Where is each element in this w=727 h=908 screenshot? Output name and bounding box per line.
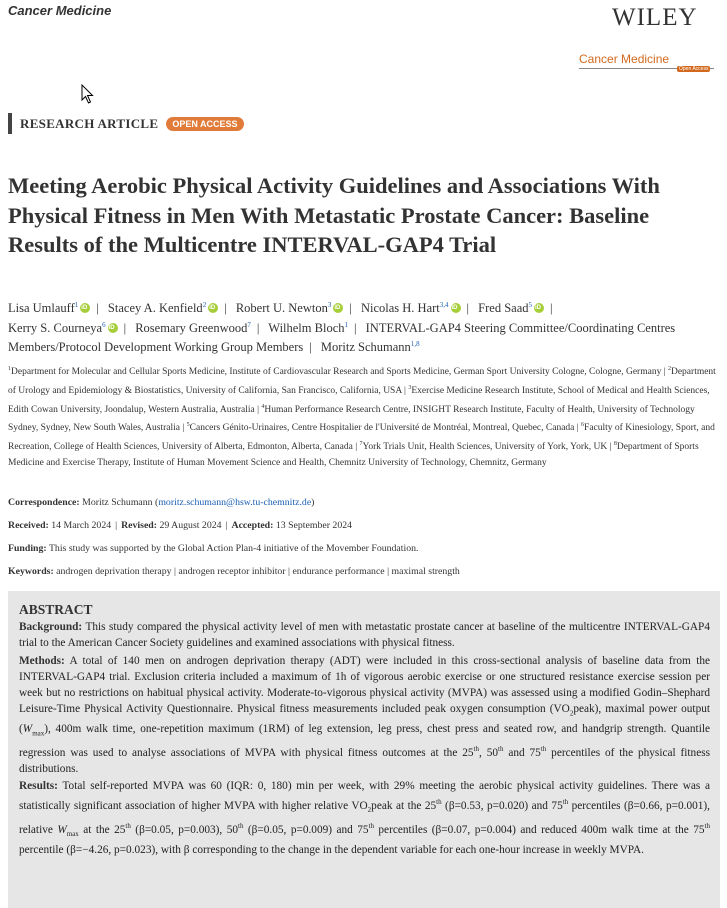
author[interactable]: Robert U. Newton$^3$iD bbox=[236, 301, 344, 315]
journal-name: Cancer Medicine bbox=[8, 3, 112, 18]
journal-logo bbox=[579, 52, 719, 72]
author[interactable]: Nicolas H. Hart$^{3,4}$iD bbox=[361, 301, 461, 315]
orcid-icon[interactable] bbox=[80, 303, 90, 313]
orcid-icon[interactable] bbox=[451, 303, 461, 313]
author-group[interactable]: INTERVAL-GAP4 Steering Committee/Coordinating Centres Members/Protocol Development Working Group Members bbox=[8, 320, 676, 355]
author[interactable]: Moritz Schumann$^{1,8}$ bbox=[320, 340, 420, 355]
author-list: Lisa Umlauff$^1$iD | Stacey A. Kenfield$^2$iD | Robert U. Newton$^3$iD | Nicolas H. Hart$^{3,4}$iD | Fred Saad$^5$iD | Kerry S. Courneya$^6$iD | Rosemary Greenwood$^7$ | Wilhelm Bloch$^1$ | INTERVAL-GAP4 Steering Committee/Coordinating Centres Members/Protocol Development Working Group Members | Moritz Schumann$^{1,8}$ bbox=[8, 297, 720, 356]
abstract-box bbox=[8, 591, 720, 908]
article-title: Meeting Aerobic Physical Activity Guidelines and Associations With Physical Fitness in Men With Metastatic Prostate Cancer: Baseline Results of the Multicentre INTERVAL-GAP4 Trial bbox=[8, 173, 660, 257]
author[interactable]: Wilhelm Bloch$^1$ bbox=[268, 320, 348, 335]
email-link[interactable]: moritz.schumann@hsw.tu-chemnitz.de bbox=[158, 497, 312, 508]
mouse-cursor-icon bbox=[81, 84, 95, 104]
keywords: Keywords: androgen deprivation therapy | androgen receptor inhibitor | endurance performance | maximal strength bbox=[8, 566, 460, 577]
article-type-label: RESEARCH ARTICLE bbox=[20, 115, 159, 131]
journal-logo-text: Cancer Medicine bbox=[579, 52, 670, 66]
author[interactable]: Rosemary Greenwood$^7$ bbox=[135, 320, 251, 335]
author[interactable]: Fred Saad$^5$iD bbox=[478, 301, 544, 315]
abstract-methods: Methods: A total of 140 men on androgen deprivation therapy (ADT) were included in this cross-sectional analysis of baseline data from the INTERVAL-GAP4 trial. Exclusion criteria included a maximum of 1h of vigorous aerobic exercise or one structured resistance exercise session per week but no restrictions on habitual physical activity. Moderate-to-vigorous physical activity (MVPA) was assessed using a modified Godin–Shephard Leisure-Time Physical Activity Questionnaire. Physical fitness measurements included peak oxygen consumption $(VO_2peak)$, maximal power output $(W_{max})$, 400m walk time, one-repetition maximum (1RM) of leg extension, leg press, chest press and seated row, and handgrip strength. Quantile regression was used to analyse associations of MVPA with physical fitness outcomes at the 25th, 50th and 75th percentiles of the physical fitness distributions. bbox=[19, 654, 711, 775]
author[interactable]: Lisa Umlauff$^1$iD bbox=[8, 301, 90, 315]
correspondence: Correspondence: Moritz Schumann (moritz.schumann@hsw.tu-chemnitz.de) bbox=[8, 497, 315, 508]
article-type-bar bbox=[8, 113, 12, 134]
orcid-icon[interactable] bbox=[108, 323, 118, 333]
affiliations: $^1$Department for Molecular and Cellular Sports Medicine, Institute of Cardiovascular Research and Sports Medicine, German Sport University Cologne, Cologne, Germany | $^2$Department of Urology and Epidemiology & Biostatistics, University of California, San Francisco, California, USA | $^3$Exercise Medicine Research Institute, School of Medical and Health Sciences, Edith Cowan University, Joondalup, Western Australia, Australia | $^4$Human Performance Research Centre, INSIGHT Research Institute, Faculty of Health, University of Technology Sydney, Sydney, New South Wales, Australia | $^5$Cancers Génito-Urinaires, Centre Hospitalier de l'Université de Montréal, Montreal, Quebec, Canada | $^6$Faculty of Kinesiology, Sport, and Recreation, College of Health Sciences, University of Alberta, Edmonton, Alberta, Canada | $^7$York Trials Unit, Health Sciences, University of York, York, UK | $^8$Department of Sports Medicine and Exercise Therapy, Institute of Human Movement Science and Health, Chemnitz University of Technology, Chemnitz, Germany bbox=[8, 366, 716, 468]
journal-logo-badge: Open Access bbox=[679, 66, 709, 72]
author[interactable]: Stacey A. Kenfield$^2$iD bbox=[108, 301, 218, 315]
abstract-results: Results: Total self-reported MVPA was 60 (IQR: 0, 180) min per week, with 29% meeting the aerobic physical activity guidelines. There was a statistically significant association of higher MVPA with higher relative $VO_2peak$ at the 25th (β=0.53, p=0.020) and 75th percentiles (β=0.66, p=0.001), relative $W_{max}$ at the 25th (β=0.05, p=0.003), 50th (β=0.05, p=0.009) and 75th percentiles (β=0.07, p=0.004) and reduced 400m walk time at the 75th percentile (β=−4.26, p=0.023), with β corresponding to the change in the dependent variable for each one-hour increase in weekly MVPA. bbox=[19, 780, 710, 857]
author[interactable]: Kerry S. Courneya$^6$iD bbox=[8, 321, 118, 335]
abstract-background: Background: This study compared the physical activity level of men with metastatic prostate cancer at baseline of the multicentre INTERVAL-GAP4 trial to the American Cancer Society guidelines and examined associations with physical fitness. bbox=[19, 621, 710, 649]
orcid-icon[interactable] bbox=[534, 303, 544, 313]
open-access-badge: OPEN ACCESS bbox=[166, 117, 243, 131]
orcid-icon[interactable] bbox=[333, 303, 343, 313]
abstract-heading: ABSTRACT bbox=[19, 602, 93, 617]
article-type bbox=[8, 113, 244, 134]
publisher-logo: WILEY bbox=[612, 4, 698, 31]
orcid-icon[interactable] bbox=[208, 303, 218, 313]
dates: Received: 14 March 2024 | Revised: 29 August 2024 | Accepted: 13 September 2024 bbox=[8, 520, 353, 531]
funding: Funding: This study was supported by the Global Action Plan-4 initiative of the Movember Foundation. bbox=[8, 543, 419, 554]
